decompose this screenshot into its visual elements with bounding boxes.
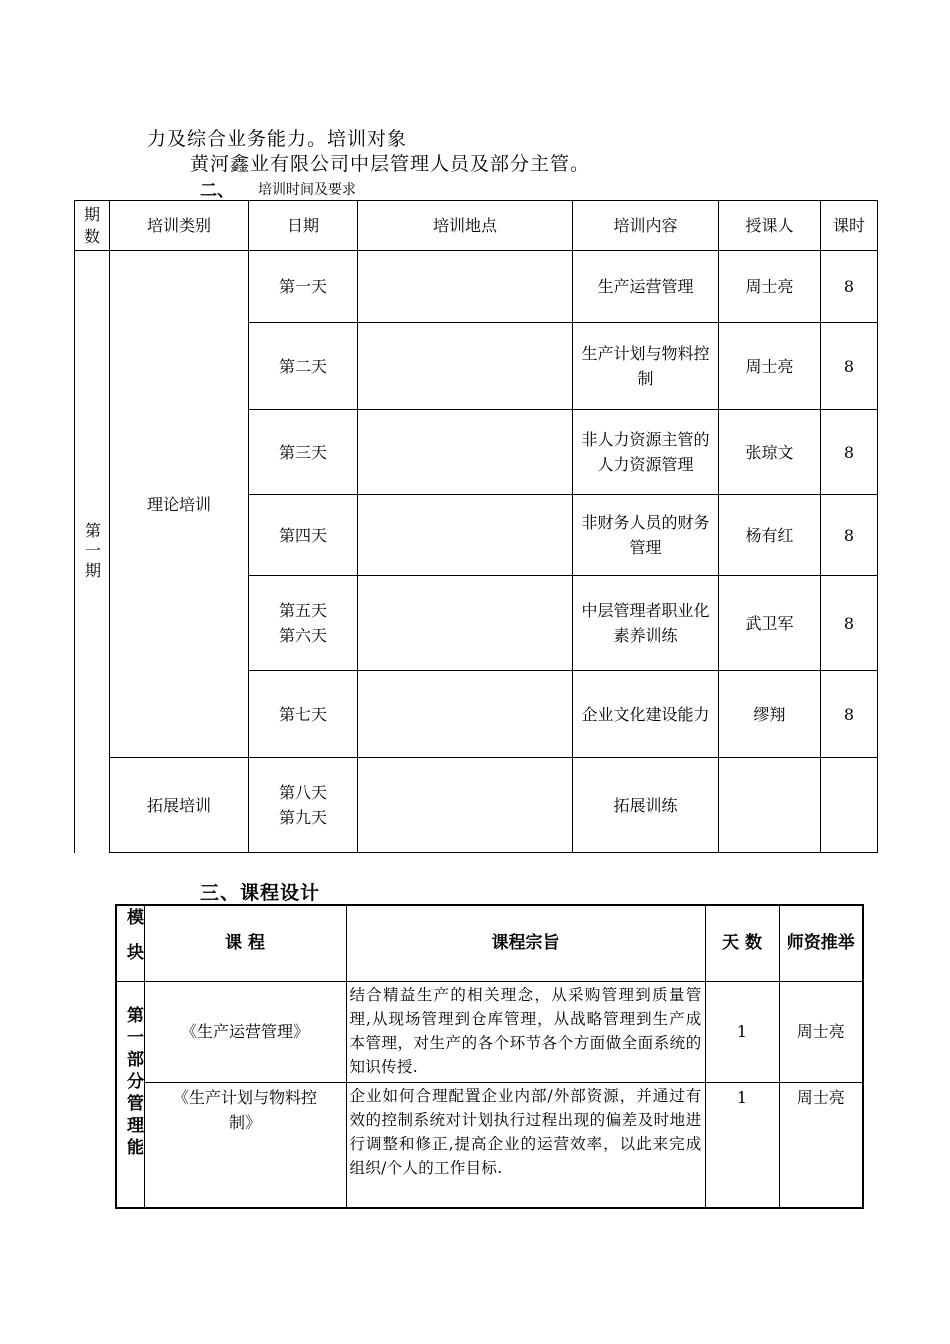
teacher-cell: 武卫军 <box>719 576 821 671</box>
section-2-title: 培训时间及要求 <box>258 182 356 198</box>
course-row <box>116 981 863 1082</box>
category-theory: 理论培训 <box>110 251 249 758</box>
period-label: 第一期 <box>82 521 102 582</box>
content-cell: 生产计划与物料控制 <box>573 323 719 410</box>
date-cell: 第四天 <box>249 495 358 576</box>
course-header-row <box>116 905 863 981</box>
course-teacher-cell: 周士亮 <box>779 1082 863 1208</box>
date-cell: 第七天 <box>249 671 358 758</box>
location-cell <box>358 758 573 853</box>
section-2-number: 二、 <box>200 181 234 201</box>
teacher-cell: 缪翔 <box>719 671 821 758</box>
section-3-title: 三、课程设计 <box>200 882 321 904</box>
schedule-header-row <box>75 201 878 251</box>
hours-cell: 8 <box>821 671 878 758</box>
teacher-cell <box>719 758 821 853</box>
header-days: 天 数 <box>705 905 779 981</box>
course-purpose-cell: 企业如何合理配置企业内部/外部资源，并通过有效的控制系统对计划执行过程出现的偏差及时地进行调整和修正,提高企业的运营效率，以此来完成组织/个人的工作目标. <box>346 1082 705 1208</box>
module-cell <box>116 981 144 1208</box>
course-name-cell: 《生产计划与物料控制》 <box>144 1082 346 1208</box>
course-purpose-cell: 结合精益生产的相关理念，从采购管理到质量管理,从现场管理到仓库管理，从战略管理到生产成本管理，对生产的各个环节各个方面做全面系统的知识传授. <box>346 981 705 1082</box>
header-module-label: 模块 <box>123 908 143 979</box>
date-line: 第八天 <box>278 783 327 802</box>
module-label: 第一部分管理能 <box>123 1005 143 1160</box>
content-cell: 拓展训练 <box>573 758 719 853</box>
date-cell <box>249 576 358 671</box>
teacher-cell: 周士亮 <box>719 251 821 323</box>
teacher-cell: 杨有红 <box>719 495 821 576</box>
hours-cell: 8 <box>821 576 878 671</box>
header-date: 日期 <box>249 201 358 251</box>
location-cell <box>358 576 573 671</box>
header-purpose: 课程宗旨 <box>346 905 705 981</box>
date-cell: 第二天 <box>249 323 358 410</box>
hours-cell: 8 <box>821 410 878 495</box>
location-cell <box>358 323 573 410</box>
date-line: 第九天 <box>278 808 327 827</box>
header-hours: 课时 <box>821 201 878 251</box>
training-schedule-table <box>74 200 878 853</box>
header-period: 期 数 <box>75 201 110 251</box>
course-name-cell: 《生产运营管理》 <box>144 981 346 1082</box>
header-teacher: 师资推举 <box>779 905 863 981</box>
teacher-cell: 周士亮 <box>719 323 821 410</box>
hours-cell <box>821 758 878 853</box>
date-line: 第六天 <box>278 626 327 645</box>
intro-line-1: 力及综合业务能力。培训对象 <box>147 128 408 150</box>
period-cell <box>75 251 110 853</box>
category-expansion: 拓展培训 <box>110 758 249 853</box>
header-teacher: 授课人 <box>719 201 821 251</box>
header-module <box>116 905 144 981</box>
header-category: 培训类别 <box>110 201 249 251</box>
course-days-cell: 1 <box>705 1082 779 1208</box>
date-cell: 第三天 <box>249 410 358 495</box>
content-cell: 企业文化建设能力 <box>573 671 719 758</box>
date-line: 第五天 <box>278 601 327 620</box>
schedule-row <box>75 758 878 853</box>
content-cell: 生产运营管理 <box>573 251 719 323</box>
location-cell <box>358 410 573 495</box>
hours-cell: 8 <box>821 251 878 323</box>
course-teacher-cell: 周士亮 <box>779 981 863 1082</box>
header-location: 培训地点 <box>358 201 573 251</box>
header-course: 课 程 <box>144 905 346 981</box>
location-cell <box>358 671 573 758</box>
hours-cell: 8 <box>821 495 878 576</box>
hours-cell: 8 <box>821 323 878 410</box>
content-cell: 非人力资源主管的人力资源管理 <box>573 410 719 495</box>
teacher-cell: 张琼文 <box>719 410 821 495</box>
location-cell <box>358 495 573 576</box>
schedule-row <box>75 251 878 323</box>
course-row <box>116 1082 863 1208</box>
content-cell: 非财务人员的财务管理 <box>573 495 719 576</box>
course-design-table <box>115 904 864 1209</box>
location-cell <box>358 251 573 323</box>
intro-line-2: 黄河鑫业有限公司中层管理人员及部分主管。 <box>190 153 591 175</box>
header-content: 培训内容 <box>573 201 719 251</box>
date-cell: 第一天 <box>249 251 358 323</box>
course-days-cell: 1 <box>705 981 779 1082</box>
date-cell <box>249 758 358 853</box>
content-cell: 中层管理者职业化素养训练 <box>573 576 719 671</box>
